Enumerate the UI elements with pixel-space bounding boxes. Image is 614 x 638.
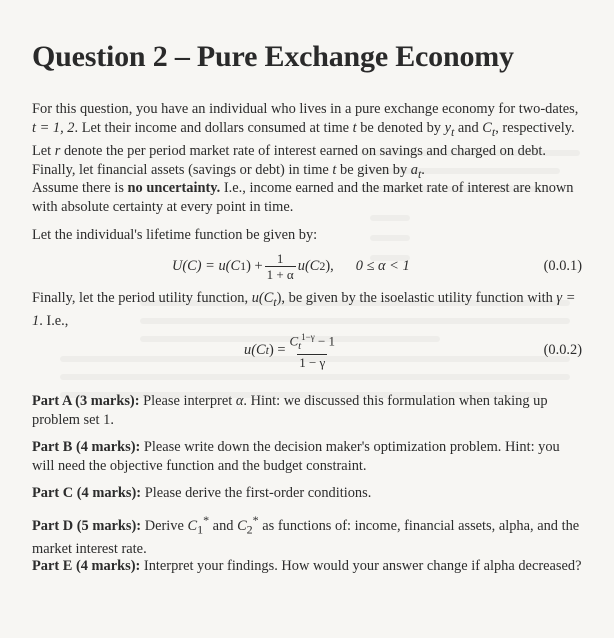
period-utility-intro: Finally, let the period utility function, $u(C_t)$, be given by the isoelastic utility function with γ = 1. I.e., xyxy=(32,290,576,329)
intro-paragraph: For this question, you have an individual who lives in a pure exchange economy for two-dates, t = 1, 2. Let their income and dollars consumed at time t be denoted by $y_t$ and $C_t$, respectively. Let r denote the per period market rate of interest earned on savings and charged on debt. Finally, let financial assets (savings or debt) in time t be given by $a_t$. xyxy=(32,101,579,181)
part-c: Part C (4 marks): Please derive the first-order conditions. xyxy=(32,485,372,501)
part-e: Part E (4 marks): Interpret your findings. How would your answer change if alpha decreased? xyxy=(32,558,582,574)
part-d: Part D (5 marks): Derive $C_1^*$ and $C_2^*$ as functions of: income, financial assets, alpha, and the market interest rate. xyxy=(32,513,580,557)
page-title: Question 2 – Pure Exchange Economy xyxy=(32,40,514,73)
equation-number-2: (0.0.2) xyxy=(543,341,582,358)
lifetime-intro: Let the individual's lifetime function be given by: xyxy=(32,227,318,243)
part-a: Part A (3 marks): Please interpret α. Hint: we discussed this formulation when taking up problem set 1. xyxy=(32,393,548,428)
certainty-paragraph: Assume there is no uncertainty. I.e., income earned and the market rate of interest are known with absolute certainty at every point in time. xyxy=(32,180,574,215)
part-b: Part B (4 marks): Please write down the decision maker's optimization problem. Hint: you will need the objective function and the budget constraint. xyxy=(32,439,560,474)
equation-isoelastic-utility: u(C t ) = $\frac{C_t^{1-\gamma} - 1}{1 - \gamma}$ (0.0.2) xyxy=(32,330,582,370)
equation-lifetime-utility: U(C) = u(C 1 ) + $\frac{1}{1 + \alpha}$ u(C 2 ), 0 ≤ α < 1 (0.0.1) xyxy=(32,246,582,286)
equation-number-1: (0.0.1) xyxy=(543,257,582,274)
